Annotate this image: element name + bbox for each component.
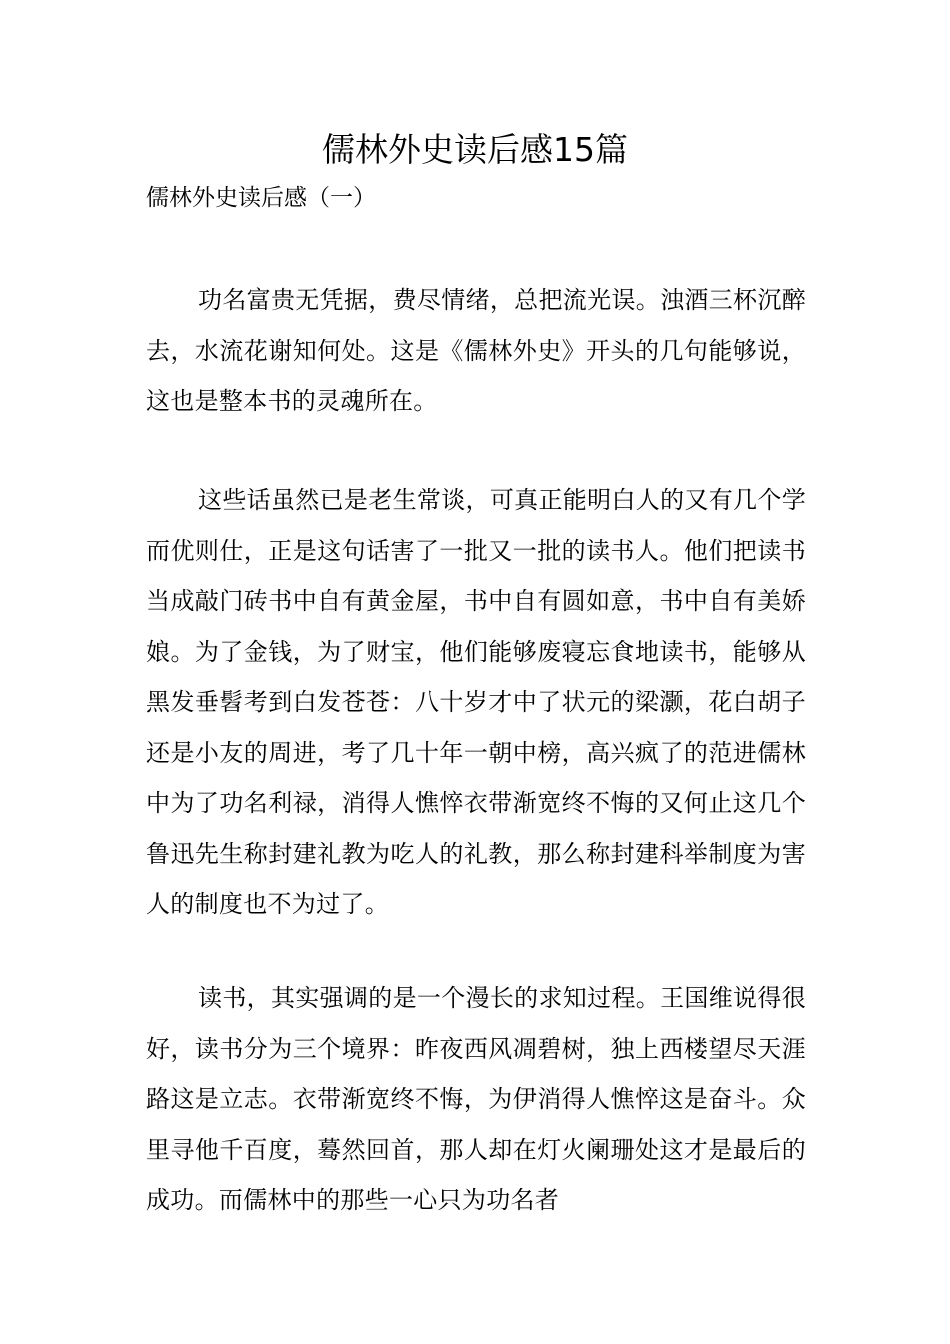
paragraph-2: 这些话虽然已是老生常谈，可真正能明白人的又有几个学而优则仕，正是这句话害了一批又一批的读书人。他们把读书当成敲门砖书中自有黄金屋，书中自有圆如意，书中自有美娇娘。为了金钱，为了财宝，他们能够废寝忘食地读书，能够从黑发垂髫考到白发苍苍：八十岁才中了状元的梁灏，花白胡子还是小友的周进，考了几十年一朝中榜，高兴疯了的范进儒林中为了功名利禄，消得人憔悴衣带渐宽终不悔的又何止这几个鲁迅先生称封建礼教为吃人的礼教，那么称封建科举制度为害人的制度也不为过了。 [146,486,806,918]
document-title: 儒林外史读后感15篇 [322,130,628,169]
paragraph-3: 读书，其实强调的是一个漫长的求知过程。王国维说得很好，读书分为三个境界：昨夜西风凋碧树，独上西楼望尽天涯路这是立志。衣带渐宽终不悔，为伊消得人憔悴这是奋斗。众里寻他千百度，蓦然回首，那人却在灯火阑珊处这才是最后的成功。而儒林中的那些一心只为功名者 [146,984,806,1214]
section-heading: 儒林外史读后感（一） [146,185,376,211]
paragraph-1: 功名富贵无凭据，费尽情绪，总把流光误。浊酒三杯沉醉去，水流花谢知何处。这是《儒林外史》开头的几句能够说，这也是整本书的灵魂所在。 [146,286,806,415]
